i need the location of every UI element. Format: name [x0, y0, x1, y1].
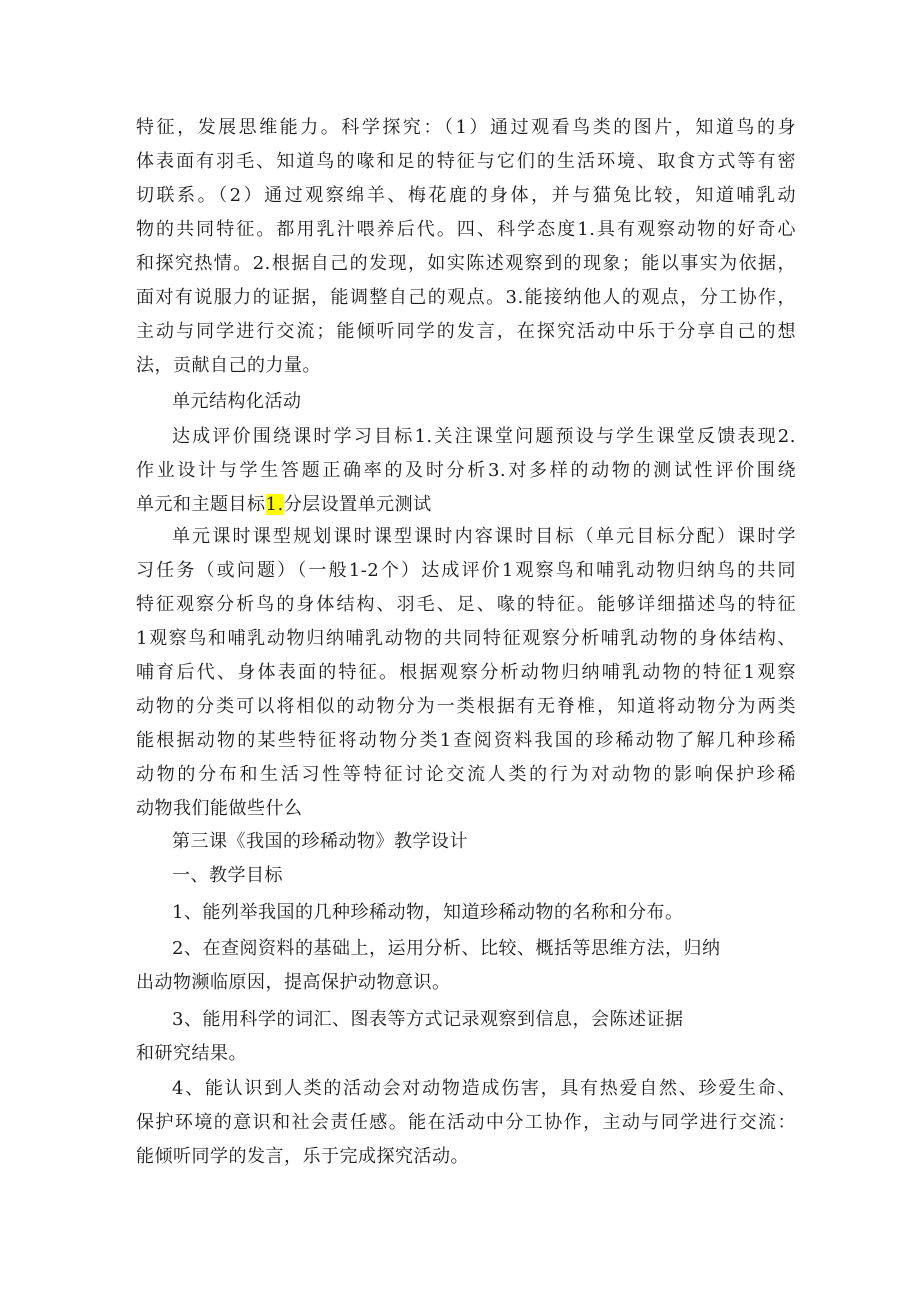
text-line: 动物的分类可以将相似的动物分为一类根据有无脊椎，知道将动物分为两类	[136, 696, 796, 717]
text-line: 动物的分布和生活习性等特征讨论交流人类的行为对动物的影响保护珍稀	[136, 764, 796, 785]
goal-item-4	[136, 1072, 796, 1174]
text-line: 作业设计与学生答题正确率的及时分析3.对多样的动物的测试性评价围绕	[136, 460, 796, 481]
text-line: 哺育后代、身体表面的特征。根据观察分析动物归纳哺乳动物的特征1观察	[136, 662, 796, 683]
text-line: 2、在查阅资料的基础上，运用分析、比较、概括等思维方法，归纳	[172, 938, 721, 959]
text-line: 能倾听同学的发言，乐于完成探究活动。	[136, 1146, 469, 1167]
text-line: 主动与同学进行交流；能倾听同学的发言，在探究活动中乐于分享自己的想	[136, 321, 796, 342]
text-segment: 分层设置单元测试	[283, 494, 432, 515]
text-line: 动物我们能做些什么	[136, 798, 303, 819]
text-line: 特征，发展思维能力。科学探究：（1）通过观看鸟类的图片，知道鸟的身	[136, 117, 796, 138]
text-line: 和探究热情。2.根据自己的发现，如实陈述观察到的现象；能以事实为依据，	[136, 253, 796, 274]
paragraph-evaluation	[136, 420, 796, 522]
goal-item-3	[136, 1003, 796, 1071]
section-heading-teaching-goals	[136, 859, 796, 893]
text-line	[136, 488, 796, 522]
paragraph-lesson-plan	[136, 520, 796, 826]
text-line: 1观察鸟和哺乳动物归纳哺乳动物的共同特征观察分析哺乳动物的身体结构、	[136, 628, 796, 649]
text-line: 物的共同特征。都用乳汁喂养后代。四、科学态度1.具有观察动物的好奇心	[136, 219, 796, 240]
text-line: 特征观察分析鸟的身体结构、羽毛、足、喙的特征。能够详细描述鸟的特征	[136, 594, 796, 615]
text-line: 能根据动物的某些特征将动物分类1查阅资料我国的珍稀动物了解几种珍稀	[136, 730, 796, 751]
text-line: 面对有说服力的证据，能调整自己的观点。3.能接纳他人的观点，分工协作，	[136, 287, 796, 308]
section-heading-unit-activities	[136, 385, 796, 419]
text-line: 达成评价围绕课时学习目标1.关注课堂问题预设与学生课堂反馈表现2.	[172, 426, 796, 447]
text-line: 4、能认识到人类的活动会对动物造成伤害，具有热爱自然、珍爱生命、	[172, 1078, 796, 1099]
text-line: 体表面有羽毛、知道鸟的喙和足的特征与它们的生活环境、取食方式等有密	[136, 151, 796, 172]
text-line: 一、教学目标	[172, 865, 283, 886]
paragraph-objectives-continued	[136, 111, 796, 383]
text-line: 保护环境的意识和社会责任感。能在活动中分工协作，主动与同学进行交流：	[136, 1112, 796, 1133]
lesson-title	[136, 825, 796, 859]
text-line: 出动物濒临原因，提高保护动物意识。	[136, 972, 451, 993]
text-line: 3、能用科学的词汇、图表等方式记录观察到信息，会陈述证据	[172, 1009, 684, 1030]
text-line: 习任务（或问题）（一般1-2个）达成评价1观察鸟和哺乳动物归纳鸟的共同	[136, 560, 796, 581]
text-line: 法，贡献自己的力量。	[136, 355, 321, 376]
goal-item-1	[136, 896, 796, 930]
highlighted-text: 1.	[265, 494, 284, 515]
text-segment: 单元和主题目标	[136, 494, 266, 515]
text-line: 和研究结果。	[136, 1043, 247, 1064]
text-line: 单元结构化活动	[172, 391, 302, 412]
text-line: 切联系。（2）通过观察绵羊、梅花鹿的身体，并与猫兔比较，知道哺乳动	[136, 185, 796, 206]
text-line: 第三课《我国的珍稀动物》教学设计	[172, 831, 468, 852]
text-line: 单元课时课型规划课时课型课时内容课时目标（单元目标分配）课时学	[172, 526, 796, 547]
goal-item-2	[136, 932, 796, 1000]
text-line: 1、能列举我国的几种珍稀动物，知道珍稀动物的名称和分布。	[172, 902, 684, 923]
